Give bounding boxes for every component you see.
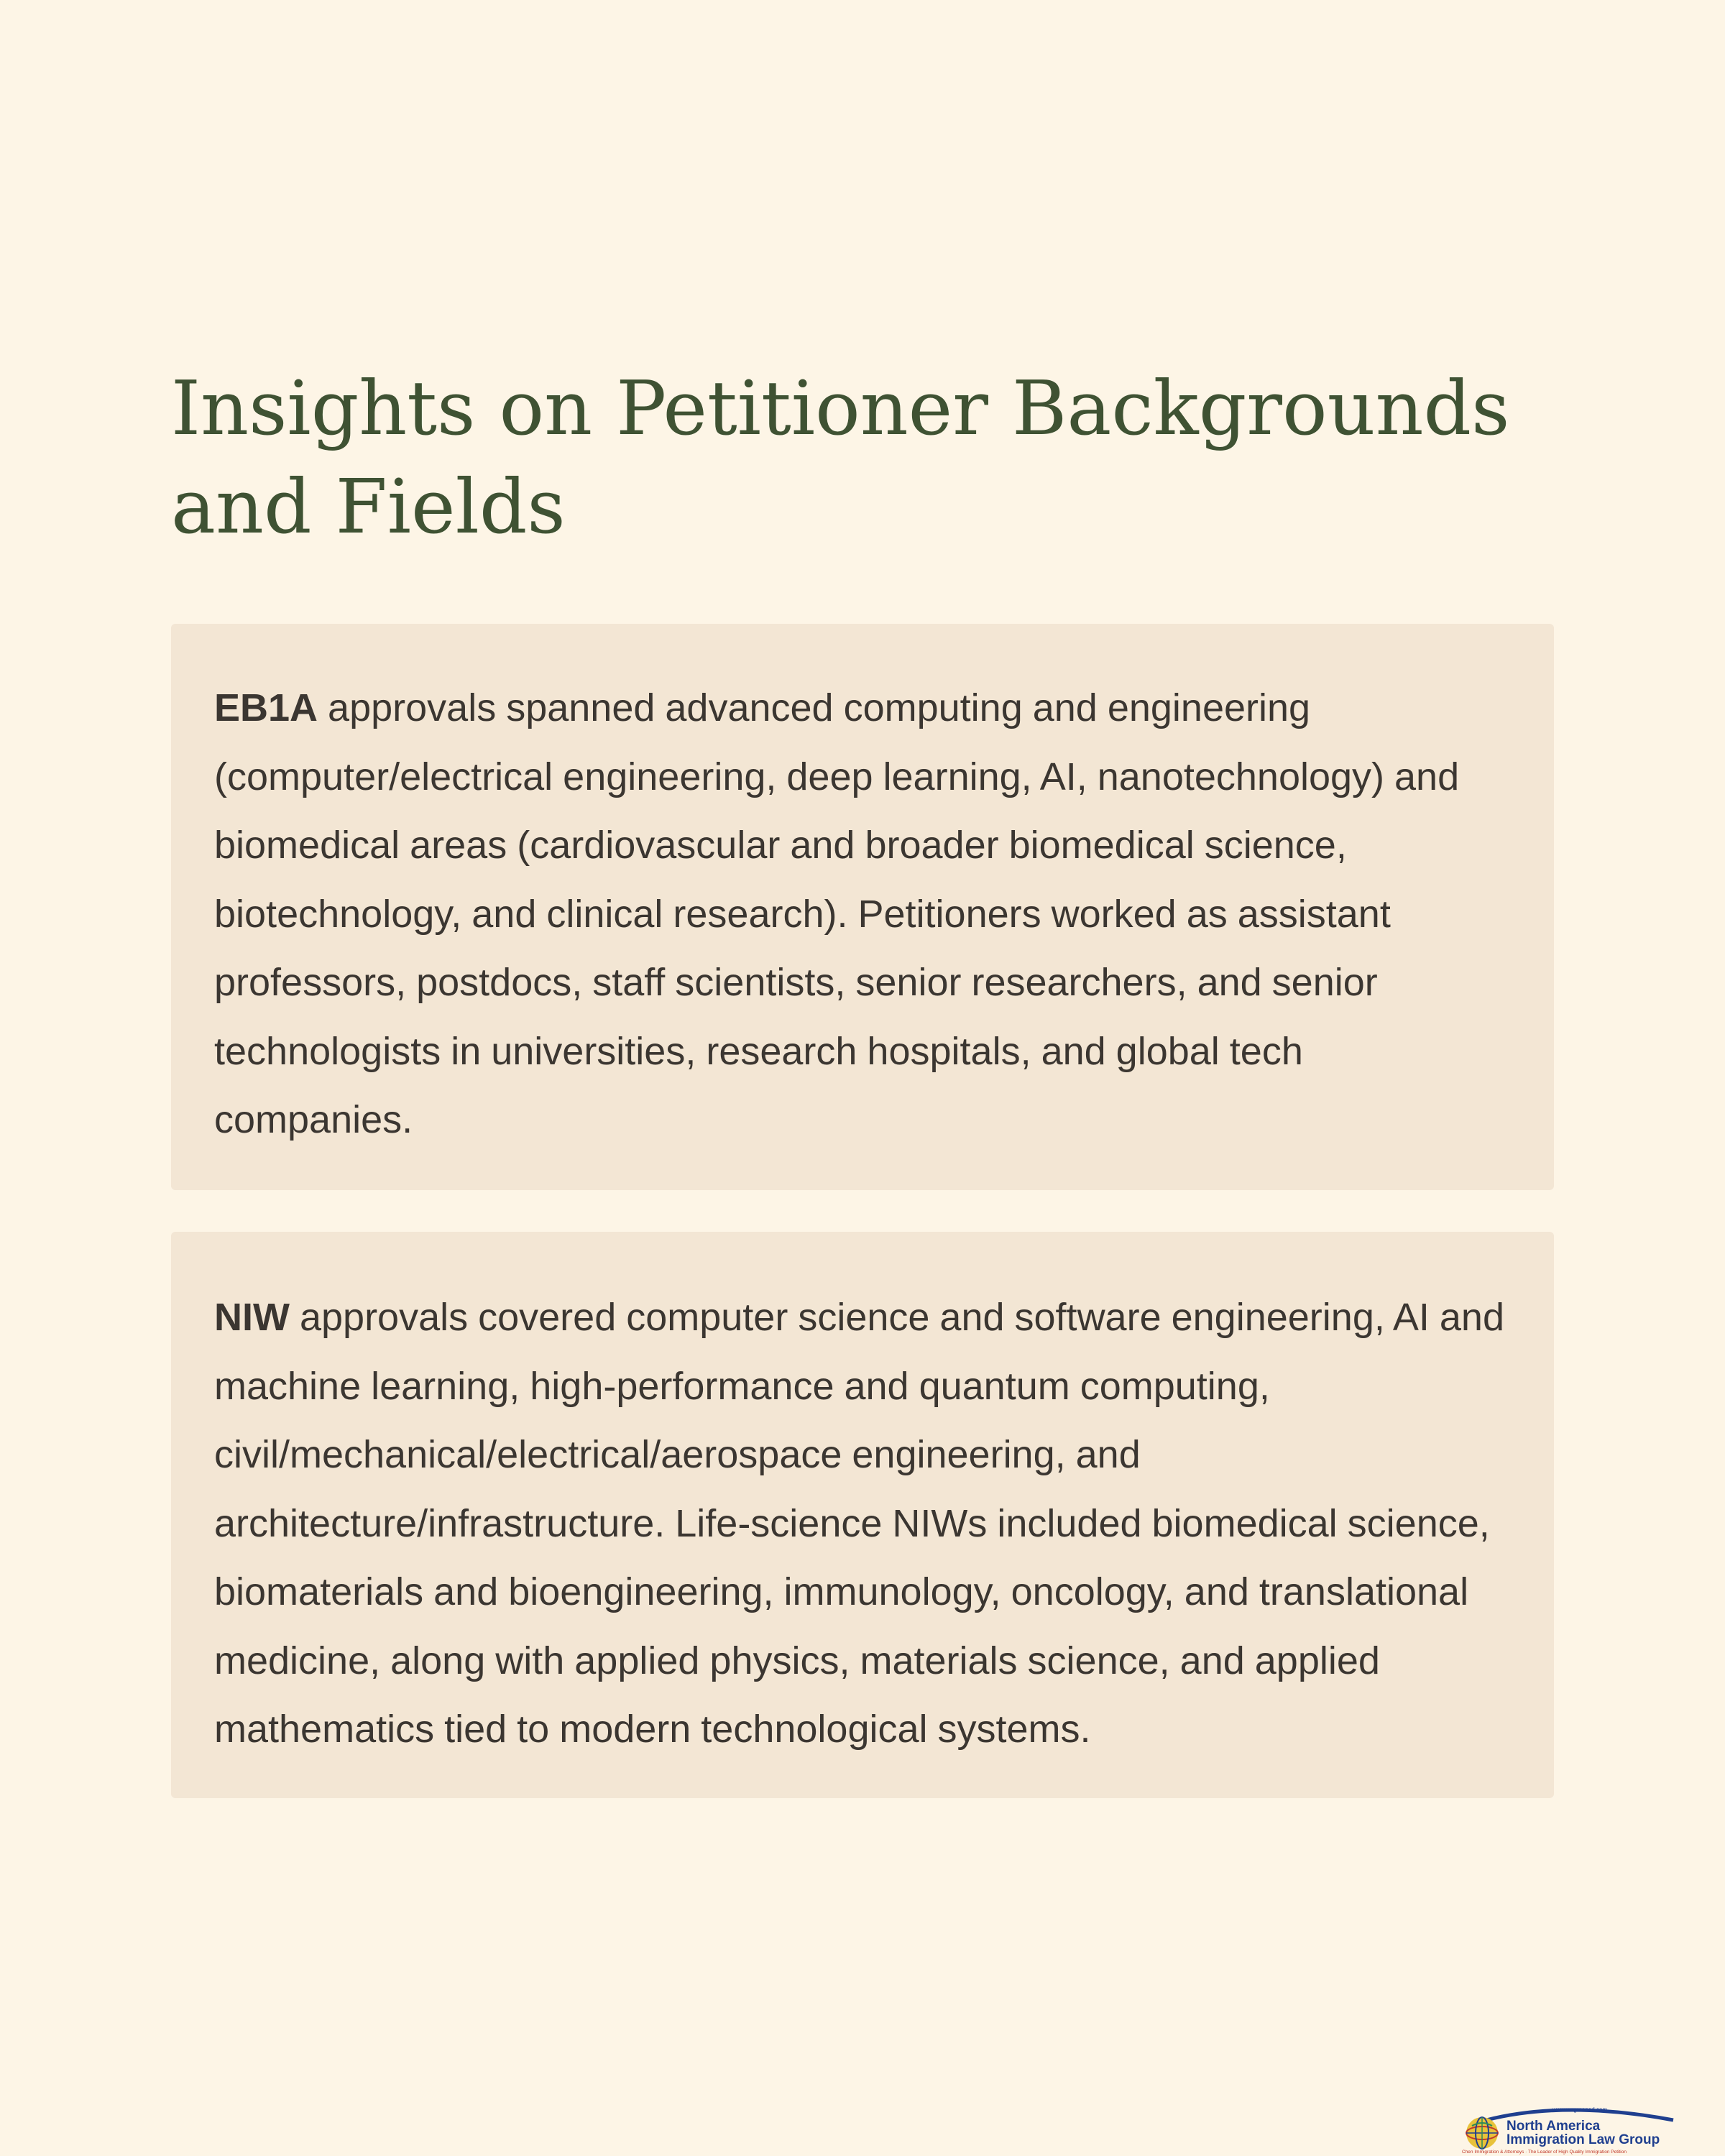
page-title: Insights on Petitioner Backgrounds and Fields: [171, 364, 1510, 550]
niw-text: approvals covered computer science and software engineering, AI and machine learning, high-performance and quantum computing, civil/mechanical/electrical/aerospace engineering, and architecture/infrastructure. Life-science NIWs included biomedical science, biomaterials and bioengineering, immunology, oncology, and translational medicine, along with applied physics, materials science, and applied mathematics tied to modern technological systems.: [214, 1296, 1504, 1751]
logo-url: www.wegreened.com: [1552, 2106, 1608, 2113]
niw-paragraph: [214, 1232, 1511, 1764]
logo-tagline: Chen Immigration & Attorneys · The Leader of High Quality Immigration Petition: [1462, 2150, 1627, 2155]
logo-line-1: North America: [1506, 2119, 1601, 2134]
niw-label: NIW: [214, 1296, 290, 1339]
logo-line-2: Immigration Law Group: [1506, 2132, 1660, 2147]
eb1a-paragraph: [214, 624, 1511, 1155]
eb1a-text: approvals spanned advanced computing and engineering (computer/electrical engineering, deep learning, AI, nanotechnology) and biomedical areas (cardiovascular and broader biomedical science, biotechnology, and clinical research). Petitioners worked as assistant professors, postdocs, staff scientists, senior researchers, and senior technologists in universities, research hospitals, and global tech companies.: [214, 686, 1460, 1141]
company-logo: [1458, 2104, 1680, 2156]
niw-card: [171, 1232, 1554, 1798]
globe-icon: [1466, 2117, 1498, 2149]
eb1a-label: EB1A: [214, 686, 318, 729]
eb1a-card: [171, 624, 1554, 1190]
